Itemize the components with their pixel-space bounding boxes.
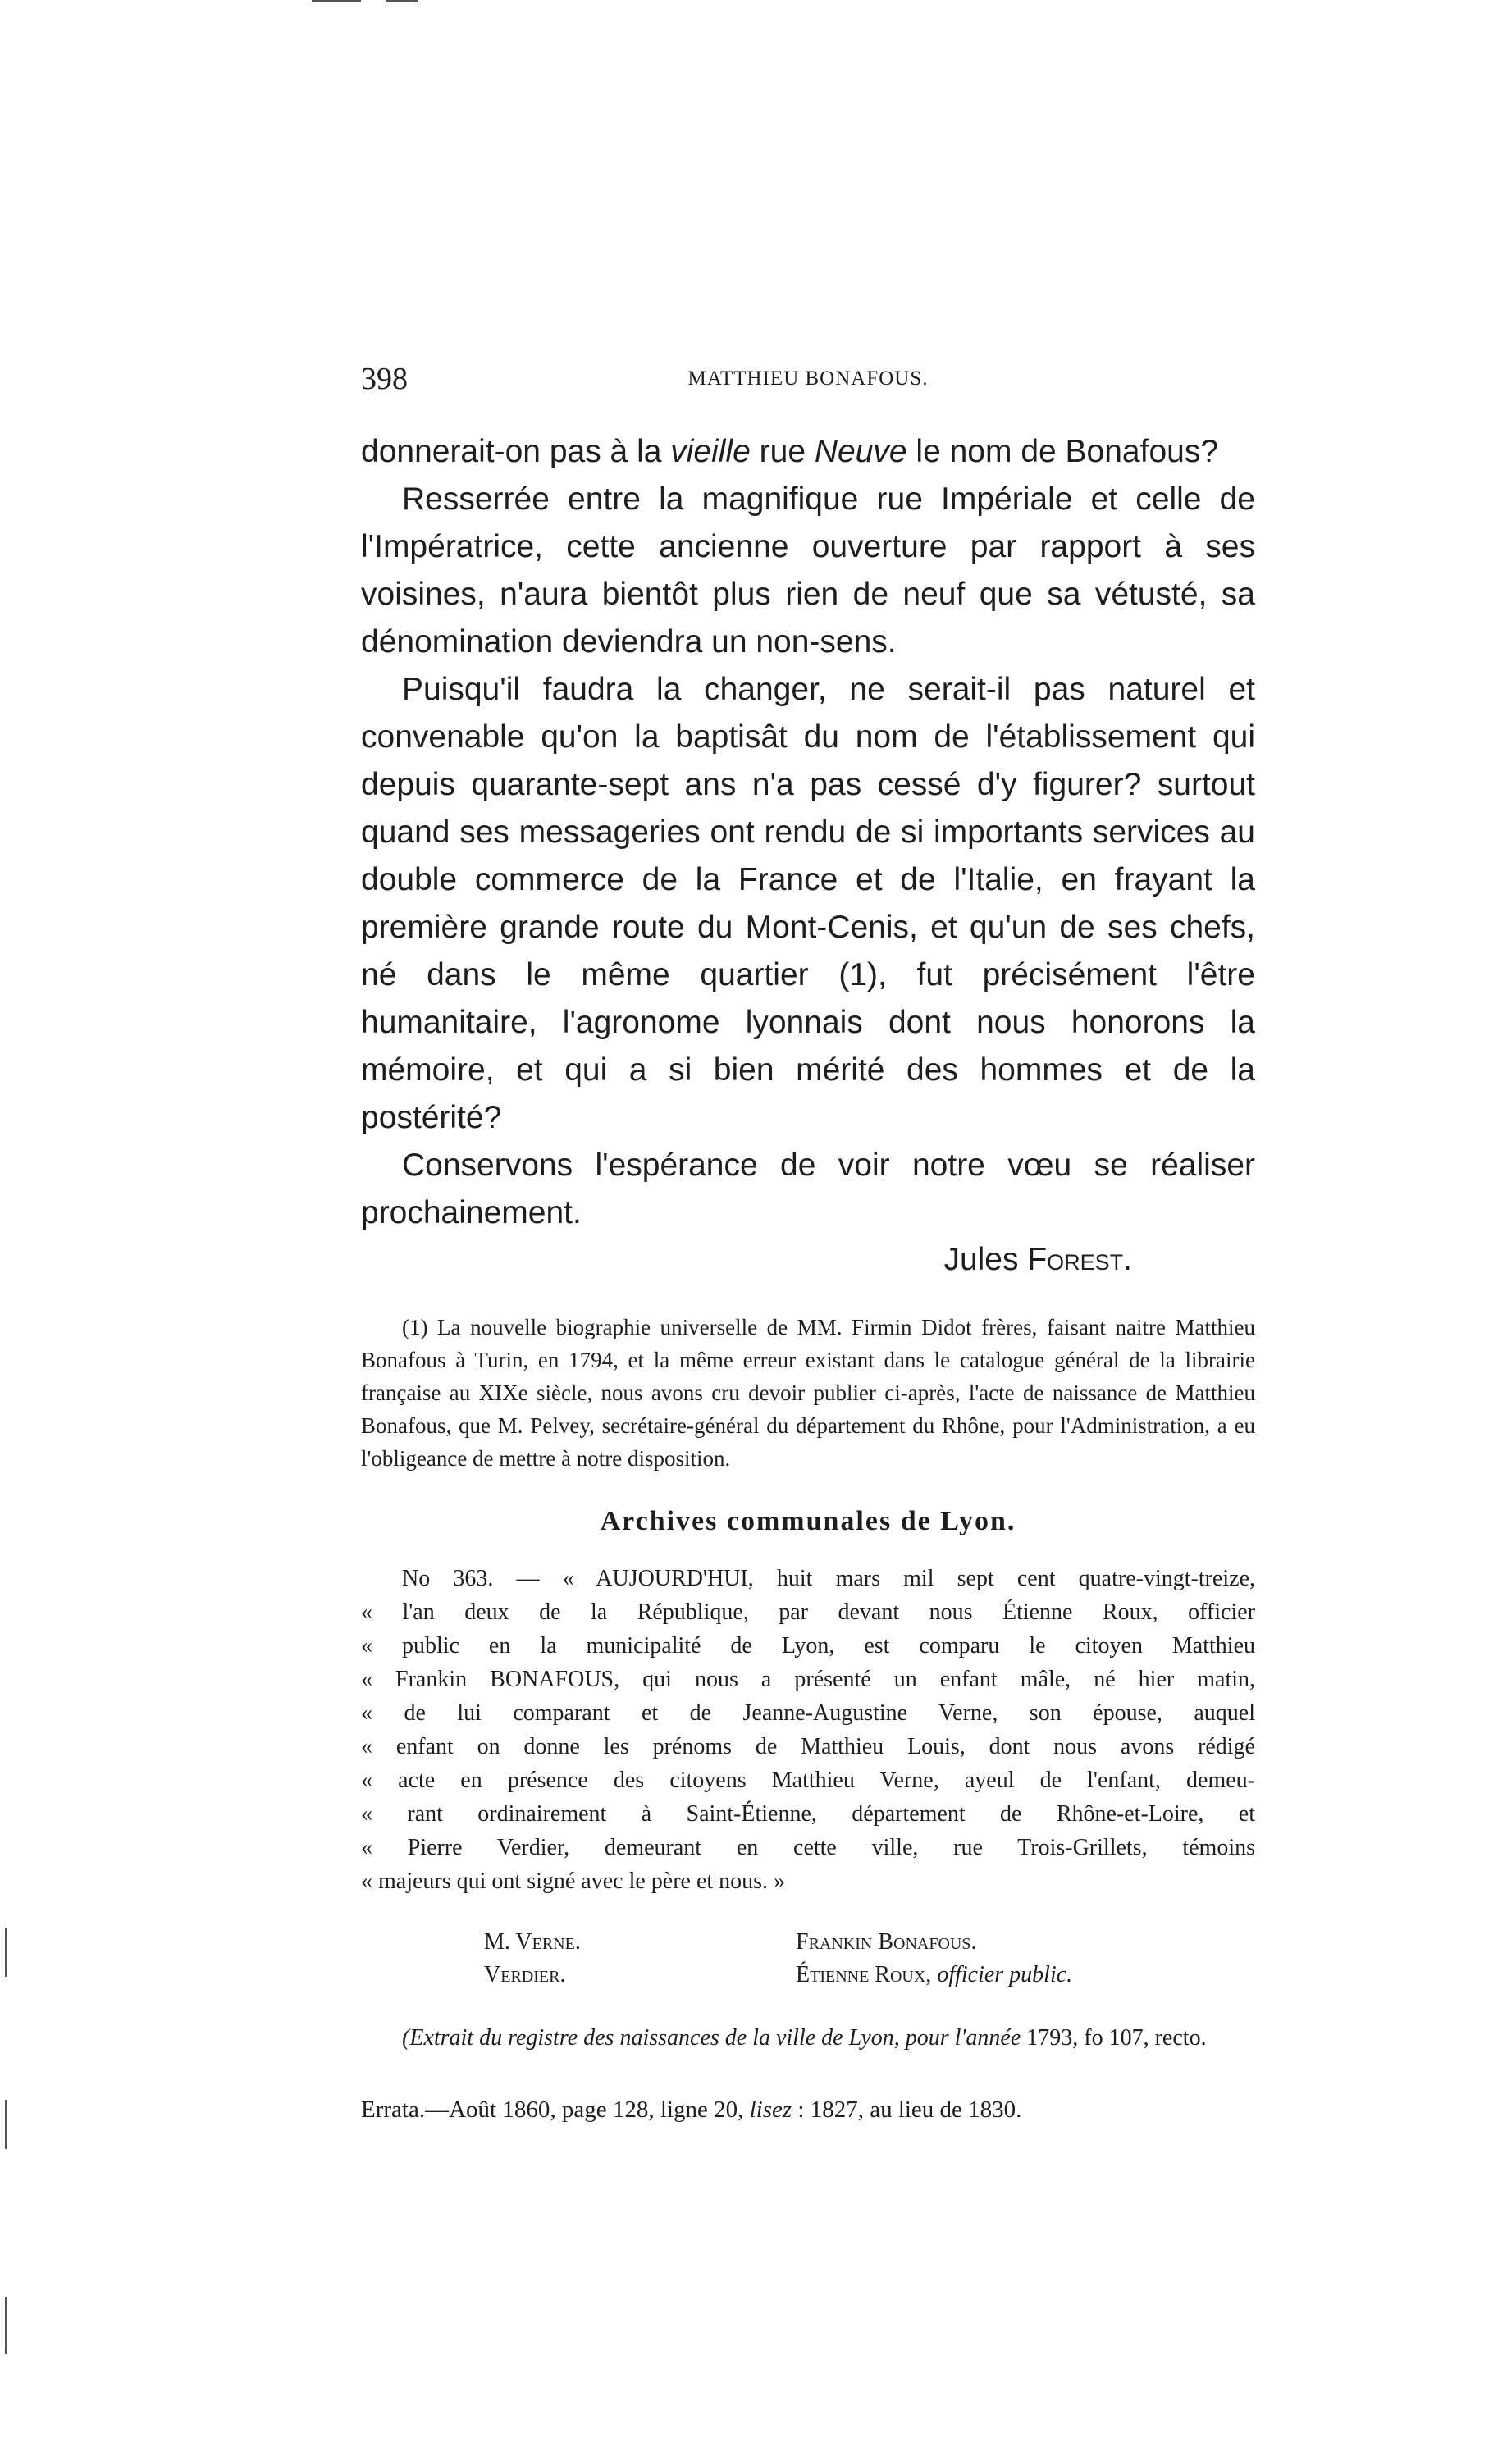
footnote: (1) La nouvelle biographie universelle de MM. Firmin Didot frères, faisant naitre Matthieu Bonafous à Turin, en 1794, et la même erreur existant dans le catalogue général de la librairie française au XIXe siècle, nous avons cru devoir publier ci-après, l'acte de naissance de Matthieu Bonafous, que M. Pelvey, secrétaire-général du département du Rhône, pour l'Administration, a eu l'obligeance de mettre à notre disposition. <box>361 1315 1255 1471</box>
record-line: « acte en présence des citoyens Matthieu Verne, ayeul de l'enfant, demeu- <box>361 1768 1255 1793</box>
running-title: MATTHIEU BONAFOUS. <box>687 367 929 390</box>
errata-note: Errata.—Août 1860, page 128, ligne 20, lisez : 1827, au lieu de 1830. <box>361 2097 1022 2123</box>
record-line: « majeurs qui ont signé avec le père et nous. » <box>361 1869 786 1894</box>
scan-mark-top-2 <box>386 0 418 2</box>
record-line: « Frankin BONAFOUS, qui nous a présenté un enfant mâle, né hier matin, <box>361 1667 1255 1692</box>
scan-mark-left-2 <box>5 2100 7 2149</box>
section-title: Archives communales de Lyon. <box>600 1506 1016 1536</box>
paragraph-4: Conservons l'espérance de voir notre vœu se réaliser prochainement. <box>361 1148 1255 1230</box>
signatories <box>484 1926 1255 1992</box>
book-page <box>361 361 1255 2124</box>
scan-mark-left-3 <box>5 2297 7 2354</box>
paragraph-3: Puisqu'il faudra la changer, ne serait-il pas naturel et convenable qu'on la baptisât du nom de l'établissement qui depuis quarante-sept ans n'a pas cessé d'y figurer? surtout quand ses messageries ont rendu de si importants services au double commerce de la France et de l'Italie, en frayant la première grande route du Mont-Cenis, et qu'un de ses chefs, né dans le même quartier (1), fut précisément l'être humanitaire, l'agronome lyonnais dont nous honorons la mémoire, et qui a si bien mérité des hommes et de la postérité? <box>361 672 1255 1135</box>
author-signature: Jules Forest. <box>943 1242 1132 1277</box>
page-number: 398 <box>361 362 408 396</box>
paragraph-2: Resserrée entre la magnifique rue Impériale et celle de l'Impératrice, cette ancienne ouverture par rapport à ses voisines, n'aura bientôt plus rien de neuf que sa vétusté, sa dénomination deviendra un non-sens. <box>361 481 1255 659</box>
page-header <box>361 361 1255 402</box>
signatory-row: M. Verne. Frankin Bonafous. <box>484 1929 977 1955</box>
record-line: « l'an deux de la République, par devant nous Étienne Roux, officier <box>361 1599 1255 1625</box>
record-line: No 363. — « AUJOURD'HUI, huit mars mil sept cent quatre-vingt-treize, <box>402 1566 1255 1591</box>
scan-mark-left-1 <box>5 1928 7 1977</box>
paragraph-1: donnerait-on pas à la vieille rue Neuve le nom de Bonafous? <box>361 434 1219 469</box>
scan-mark-top-1 <box>312 0 361 2</box>
signatory-row: Verdier. Étienne Roux, officier public. <box>484 1962 1073 1987</box>
record-line: « Pierre Verdier, demeurant en cette ville, rue Trois-Grillets, témoins <box>361 1835 1255 1860</box>
extract-note: (Extrait du registre des naissances de la ville de Lyon, pour l'année 1793, fo 107, recto. <box>402 2025 1207 2051</box>
record-line: « enfant on donne les prénoms de Matthieu Louis, dont nous avons rédigé <box>361 1734 1255 1759</box>
main-text <box>361 428 1255 1237</box>
record-line: « public en la municipalité de Lyon, est comparu le citoyen Matthieu <box>361 1633 1255 1659</box>
birth-record <box>361 1562 1255 1898</box>
record-line: « rant ordinairement à Saint-Étienne, département de Rhône-et-Loire, et <box>361 1801 1255 1827</box>
record-line: « de lui comparant et de Jeanne-Augustine Verne, son épouse, auquel <box>361 1700 1255 1726</box>
